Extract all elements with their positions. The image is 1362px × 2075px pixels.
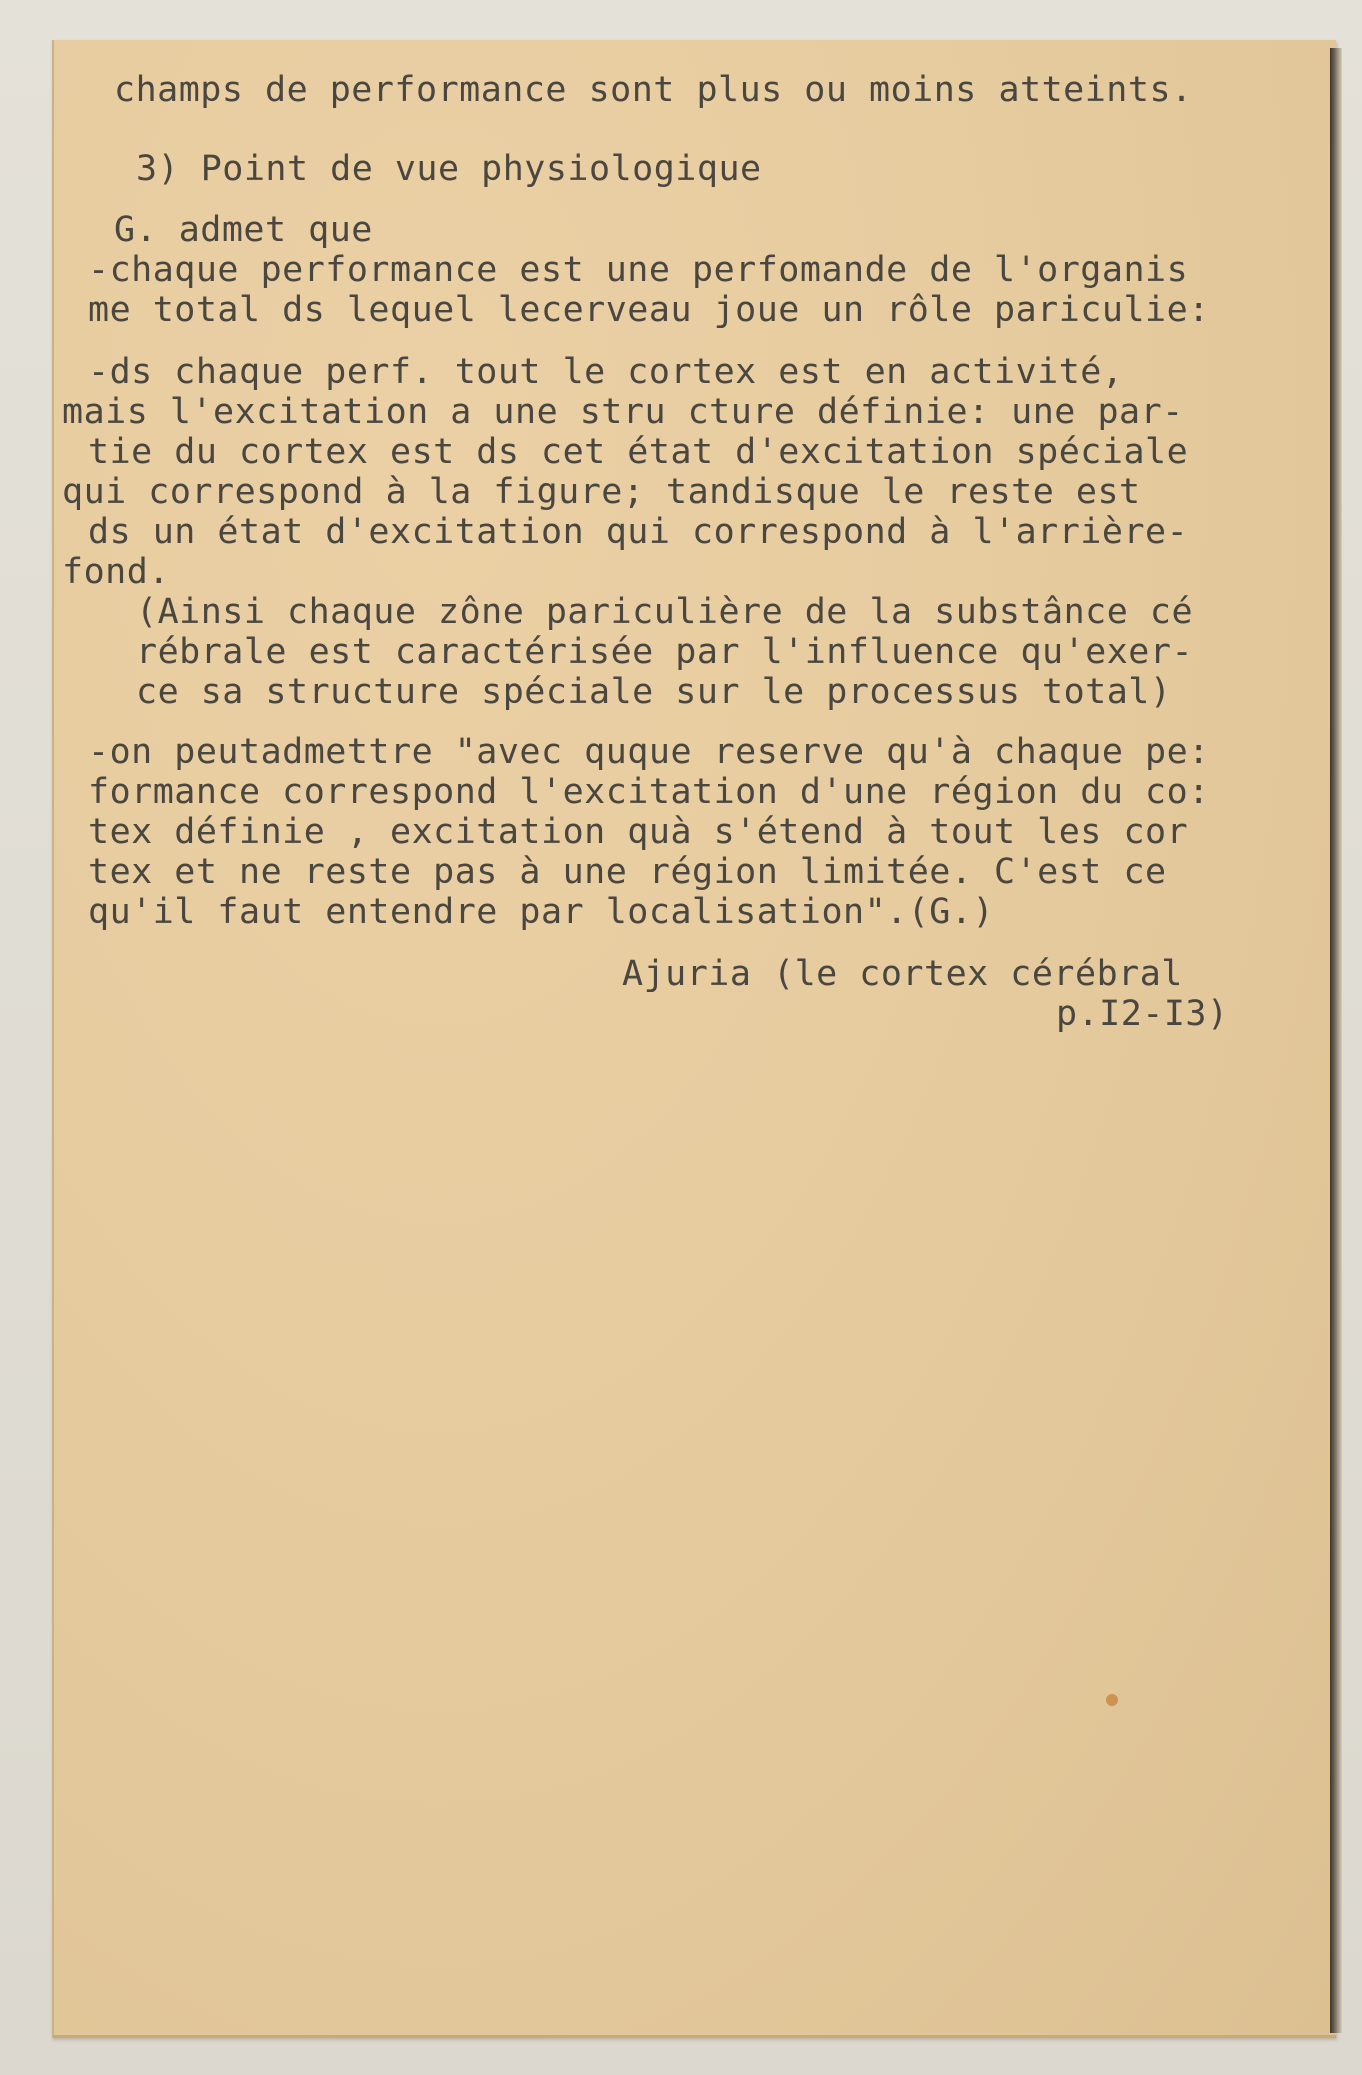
text-line: rébrale est caractérisée par l'influence qu'exer- xyxy=(136,632,1194,672)
text-line: -on peutadmettre "avec quque reserve qu'à chaque pe: xyxy=(88,732,1210,772)
text-line: ds un état d'excitation qui correspond à l'arrière- xyxy=(88,512,1189,552)
text-line: tex et ne reste pas à une région limitée. C'est ce xyxy=(88,852,1167,892)
text-line: -ds chaque perf. tout le cortex est en activité, xyxy=(88,352,1124,392)
text-line: G. admet que xyxy=(114,210,373,250)
text-line: tie du cortex est ds cet état d'excitation spéciale xyxy=(88,432,1189,472)
text-line: -chaque performance est une perfomande de l'organis xyxy=(88,250,1189,290)
text-line: tex définie , excitation quà s'étend à tout les cor xyxy=(88,812,1189,852)
text-line: fond. xyxy=(62,552,170,592)
text-line: me total ds lequel lecerveau joue un rôle pariculie: xyxy=(88,290,1210,330)
citation-source: Ajuria (le cortex cérébral xyxy=(622,954,1183,994)
citation-pages: p.I2-I3) xyxy=(1056,994,1229,1034)
text-line: mais l'excitation a une stru cture définie: une par- xyxy=(62,392,1184,432)
text-line: champs de performance sont plus ou moins atteints. xyxy=(114,70,1193,110)
text-line: (Ainsi chaque zône pariculière de la substânce cé xyxy=(136,592,1194,632)
text-line: ce sa structure spéciale sur le processus total) xyxy=(136,672,1172,712)
section-heading: 3) Point de vue physiologique xyxy=(136,149,762,189)
text-line: qu'il faut entendre par localisation".(G.) xyxy=(88,892,995,932)
text-line: qui correspond à la figure; tandisque le reste est xyxy=(62,472,1141,512)
ink-stain xyxy=(1106,1694,1118,1706)
text-line: formance correspond l'excitation d'une région du co: xyxy=(88,772,1210,812)
binding-edge xyxy=(1330,48,1342,2033)
page-text xyxy=(54,40,1336,2035)
typewritten-page xyxy=(52,40,1336,2038)
